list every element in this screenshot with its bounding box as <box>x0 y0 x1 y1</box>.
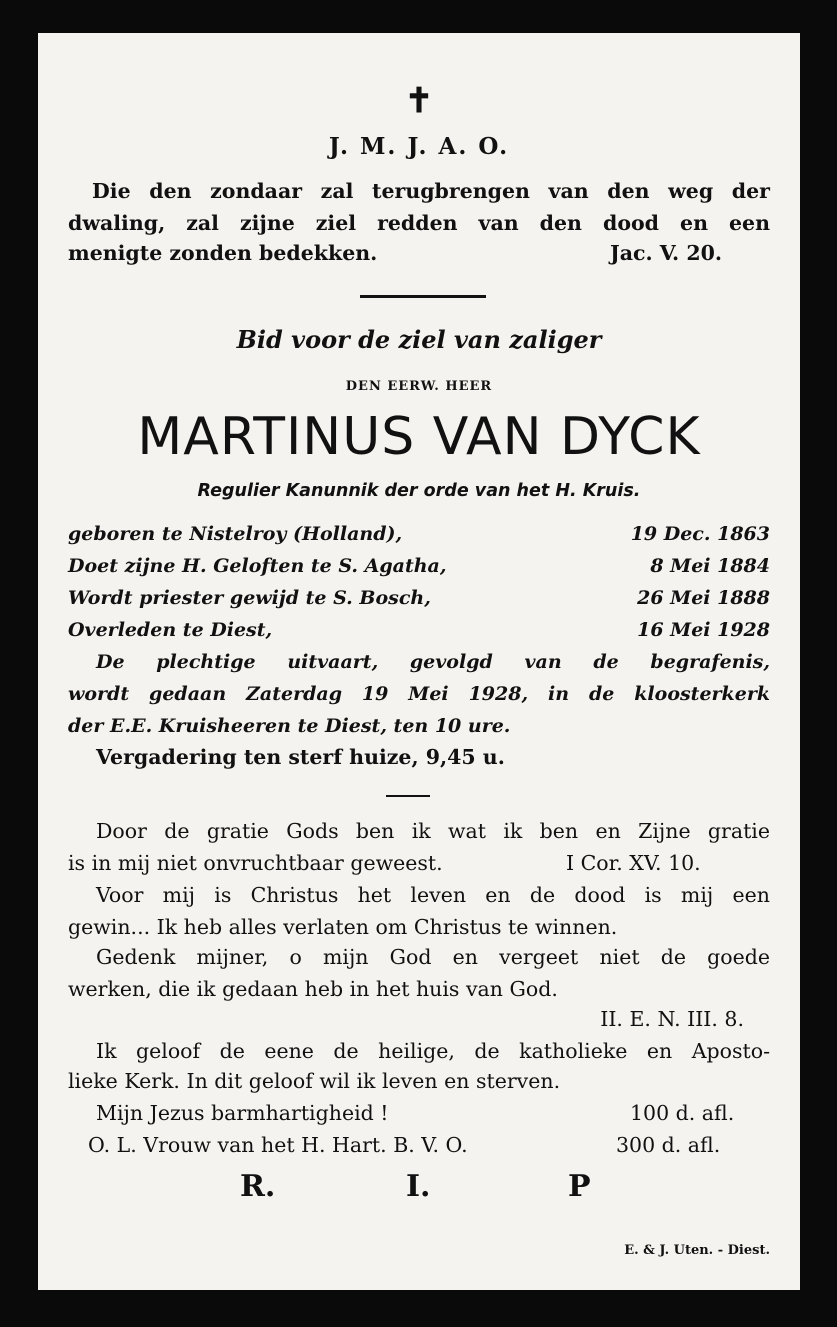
bio-date-vows: 8 Mei 1884 <box>650 555 770 577</box>
quote-2-line-1: Voor mij is Christus het leven en de dood is mij een <box>96 883 770 907</box>
quote-3-ref: II. E. N. III. 8. <box>600 1007 744 1031</box>
short-divider <box>386 795 430 797</box>
printer-credit: E. & J. Uten. - Diest. <box>624 1243 770 1258</box>
monogram: J. M. J. A. O. <box>328 133 510 160</box>
memorial-card <box>38 33 800 1290</box>
quote-5-text: Mijn Jezus barmhartigheid ! <box>96 1101 389 1125</box>
funeral-line-3: der E.E. Kruisheeren te Diest, ten 10 ure. <box>68 715 511 737</box>
rip-i: I. <box>406 1169 431 1204</box>
quote-4-line-1: Ik geloof de eene de heilige, de katholieke en Aposto- <box>96 1039 770 1063</box>
funeral-line-2: wordt gedaan Zaterdag 19 Mei 1928, in de kloosterkerk <box>68 683 770 705</box>
bio-date-death: 16 Mei 1928 <box>637 619 770 641</box>
bio-event-death: Overleden te Diest, <box>68 619 273 641</box>
honorific: DEN EERW. HEER <box>345 379 493 394</box>
quote-6-text: O. L. Vrouw van het H. Hart. B. V. O. <box>88 1133 468 1157</box>
rip-r: R. <box>240 1169 276 1204</box>
quote-1-ref: I Cor. XV. 10. <box>566 851 701 875</box>
quote-5-indulgence: 100 d. afl. <box>630 1101 735 1125</box>
funeral-gathering: Vergadering ten sterf huize, 9,45 u. <box>96 745 505 769</box>
quote-1-line-2: is in mij niet onvruchtbaar geweest. <box>68 851 443 875</box>
rip-p: P <box>568 1169 591 1204</box>
funeral-line-1: De plechtige uitvaart, gevolgd van de begrafenis, <box>96 651 770 673</box>
verse-line-1: Die den zondaar zal terugbrengen van den weg der <box>92 179 770 203</box>
bio-event-ordination: Wordt priester gewijd te S. Bosch, <box>68 587 431 609</box>
verse-line-2: dwaling, zal zijne ziel redden van den dood en een <box>68 211 770 235</box>
verse-line-3: menigte zonden bedekken. <box>68 241 378 265</box>
bio-event-birth: geboren te Nistelroy (Holland), <box>68 523 403 545</box>
quote-6-indulgence: 300 d. afl. <box>616 1133 721 1157</box>
quote-3-line-2: werken, die ik gedaan heb in het huis van God. <box>68 977 558 1001</box>
quote-4-line-2: lieke Kerk. In dit geloof wil ik leven en sterven. <box>68 1069 561 1093</box>
verse-reference: Jac. V. 20. <box>610 241 722 265</box>
cross-icon: ✝ <box>404 81 434 121</box>
deceased-role: Regulier Kanunnik der orde van het H. Kruis. <box>197 481 641 501</box>
quote-3-line-1: Gedenk mijner, o mijn God en vergeet niet de goede <box>96 945 770 969</box>
bio-date-ordination: 26 Mei 1888 <box>637 587 770 609</box>
prayer-line: Bid voor de ziel van zaliger <box>236 325 602 354</box>
quote-1-line-1: Door de gratie Gods ben ik wat ik ben en Zijne gratie <box>96 819 770 843</box>
bio-event-vows: Doet zijne H. Geloften te S. Agatha, <box>68 555 447 577</box>
deceased-name: MARTINUS VAN DYCK <box>137 407 701 467</box>
quote-2-line-2: gewin... Ik heb alles verlaten om Christus te winnen. <box>68 915 618 939</box>
ornament-divider <box>360 295 486 298</box>
bio-date-birth: 19 Dec. 1863 <box>630 523 770 545</box>
